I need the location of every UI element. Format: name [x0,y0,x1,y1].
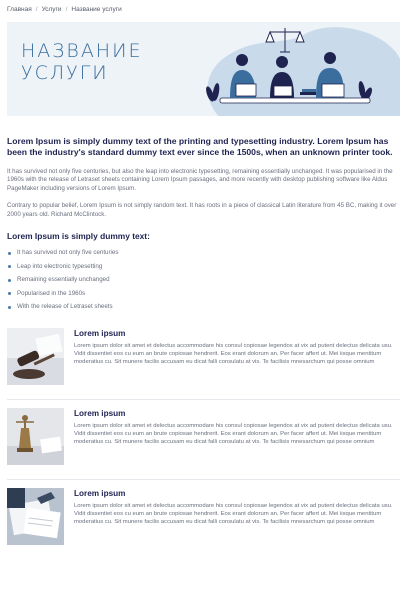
lead-paragraph: Lorem Ipsum is simply dummy text of the printing and typesetting industry. Lorem Ipsum has been the industry's standard dummy text ever since the 1500s, when an unknown printer took. [7,136,393,157]
body-paragraph-1: It has survived not only five centuries, but also the leap into electronic typesetting, remaining essentially unchanged. It was popularised in the 1960s with the release of Letraset sheets containing Lorem Ipsum passages, and more recently with desktop publishing software like Aldus PageMaker including versions of Lorem Ipsum. [7,168,393,192]
card-title[interactable]: Lorem ipsum [74,489,126,499]
card-text: Lorem ipsum dolor sit amet et delectus accommodare his consul copiosae legendos at vix ad putent delectus delicata usu. Vidit dissentiet eos cu eum an brute copiosae hendrerit. Eos erant dolorum an. Per facer affert ut. Mei iisque mentitum moderatius cu. Sit munere facilis accusam eu dicat falli consulatu at vis. Te facilisis mnesarchum qui posse omnium [74,503,393,526]
breadcrumb-separator: / [65,5,68,13]
team-illustration-icon [190,22,390,116]
hero-title-line2: УСЛУГИ [21,62,109,84]
gavel-icon [7,328,64,385]
card-title[interactable]: Lorem ipsum [74,409,126,419]
list-item: Leap into electronic typesetting [7,263,400,271]
list-item: With the release of Letraset sheets [7,303,400,311]
hero-title-line1: НАЗВАНИЕ [21,40,143,62]
breadcrumb-home-link[interactable]: Главная [7,5,32,13]
justice-statue-icon [7,408,64,465]
breadcrumb-separator: / [35,5,38,13]
card-thumbnail [7,488,64,545]
list-item: Remaining essentially unchanged [7,276,400,284]
list-item: Popularised in the 1960s [7,290,400,298]
card-text: Lorem ipsum dolor sit amet et delectus accommodare his consul copiosae legendos at vix ad putent delectus delicata usu. Vidit dissentiet eos cu eum an brute copiosae hendrerit. Eos erant dolorum an. Per facer affert ut. Mei iisque mentitum moderatius cu. Sit munere facilis accusam eu dicat falli consulatu at vis. Te facilisis mnesarchum qui posse omnium [74,343,393,366]
list-heading: Lorem Ipsum is simply dummy text: [7,231,150,242]
hero-banner [7,22,400,116]
breadcrumb [7,0,400,14]
list-item: It has survived not only five centuries [7,249,400,257]
documents-desk-icon [7,488,64,545]
service-card[interactable] [7,408,400,480]
service-card[interactable] [7,328,400,400]
card-title[interactable]: Lorem ipsum [74,329,126,339]
body-paragraph-2: Contrary to popular belief, Lorem Ipsum is not simply random text. It has roots in a piece of classical Latin literature from 45 BC, making it over 2000 years old. Richard McClintock. [7,202,397,218]
card-thumbnail [7,328,64,385]
card-thumbnail [7,408,64,465]
breadcrumb-current: Название услуги [71,5,122,13]
service-card[interactable] [7,488,400,559]
bullet-list [7,249,400,311]
card-body [74,328,400,392]
breadcrumb-services-link[interactable]: Услуги [41,5,62,13]
hero-title [21,40,191,84]
service-cards [7,328,400,559]
card-text: Lorem ipsum dolor sit amet et delectus accommodare his consul copiosae legendos at vix ad putent delectus delicata usu. Vidit dissentiet eos cu eum an brute copiosae hendrerit. Eos erant dolorum an. Per facer affert ut. Mei iisque mentitum moderatius cu. Sit munere facilis accusam eu dicat falli consulatu at vis. Te facilisis mnesarchum qui posse omnium [74,423,393,446]
card-body [74,408,400,472]
card-body [74,488,400,552]
